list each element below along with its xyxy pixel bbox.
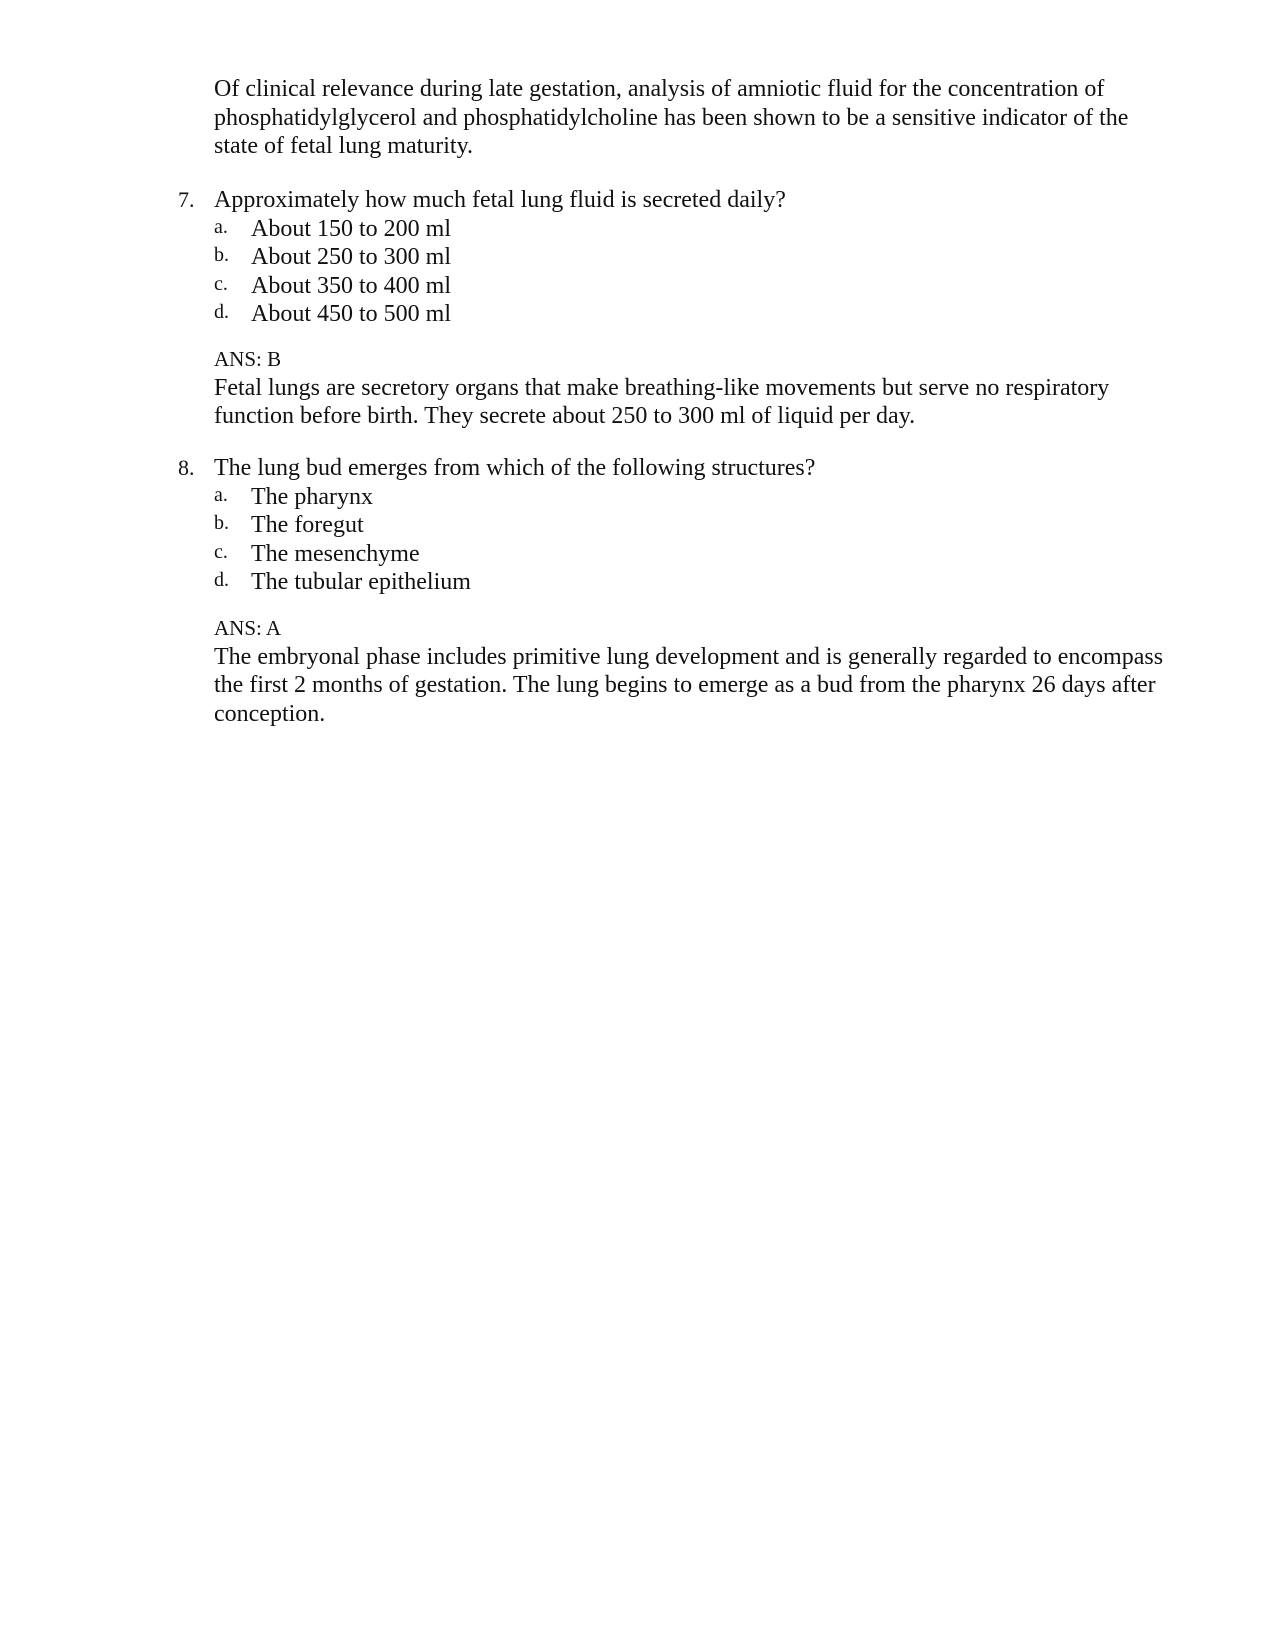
answer-block-8: [214, 614, 1164, 728]
question-text: The lung bud emerges from which of the following structures?: [214, 455, 816, 481]
option-text: About 450 to 500 ml: [251, 301, 452, 327]
option-a: [214, 215, 1114, 244]
question-number: 7.: [178, 187, 195, 212]
option-letter: a.: [214, 483, 228, 506]
option-letter: b.: [214, 244, 229, 266]
option-letter: d.: [214, 569, 229, 591]
option-letter: a.: [214, 215, 228, 238]
option-text: About 250 to 300 ml: [251, 244, 452, 270]
answer-block-7: [214, 345, 1164, 431]
option-b: [214, 511, 1114, 540]
option-text: About 150 to 200 ml: [251, 215, 452, 242]
answer-explanation: The embryonal phase includes primitive lung development and is generally regarded to encompass the first 2 months of gestation. The lung begins to emerge as a bud from the pharynx 26 days after conception.: [214, 643, 1164, 727]
option-text: The pharynx: [251, 483, 373, 510]
option-letter: c.: [214, 272, 228, 295]
option-letter: d.: [214, 301, 229, 323]
option-d: [214, 568, 1114, 597]
option-text: The mesenchyme: [251, 540, 420, 567]
option-list: [214, 483, 1114, 597]
answer-explanation: Fetal lungs are secretory organs that make breathing-like movements but serve no respiratory function before birth. They secrete about 250 to 300 ml of liquid per day.: [214, 374, 1110, 429]
intro-paragraph: Of clinical relevance during late gestation, analysis of amniotic fluid for the concentration of phosphatidylglycerol and phosphatidylcholine has been shown to be a sensitive indicator of the state of fetal lung maturity.: [214, 76, 1129, 159]
option-letter: c.: [214, 540, 228, 563]
answer-label: ANS: B: [214, 347, 282, 371]
option-a: [214, 483, 1114, 512]
option-letter: b.: [214, 512, 229, 534]
option-c: [214, 540, 1114, 569]
option-b: [214, 243, 1114, 272]
option-c: [214, 272, 1114, 301]
option-d: [214, 300, 1114, 329]
option-list: [214, 215, 1114, 329]
option-text: The foregut: [251, 512, 364, 538]
question-number: 8.: [178, 455, 195, 480]
option-text: About 350 to 400 ml: [251, 272, 452, 299]
answer-label: ANS: A: [214, 616, 282, 640]
question-text: Approximately how much fetal lung fluid is secreted daily?: [214, 187, 786, 213]
option-text: The tubular epithelium: [251, 569, 471, 595]
